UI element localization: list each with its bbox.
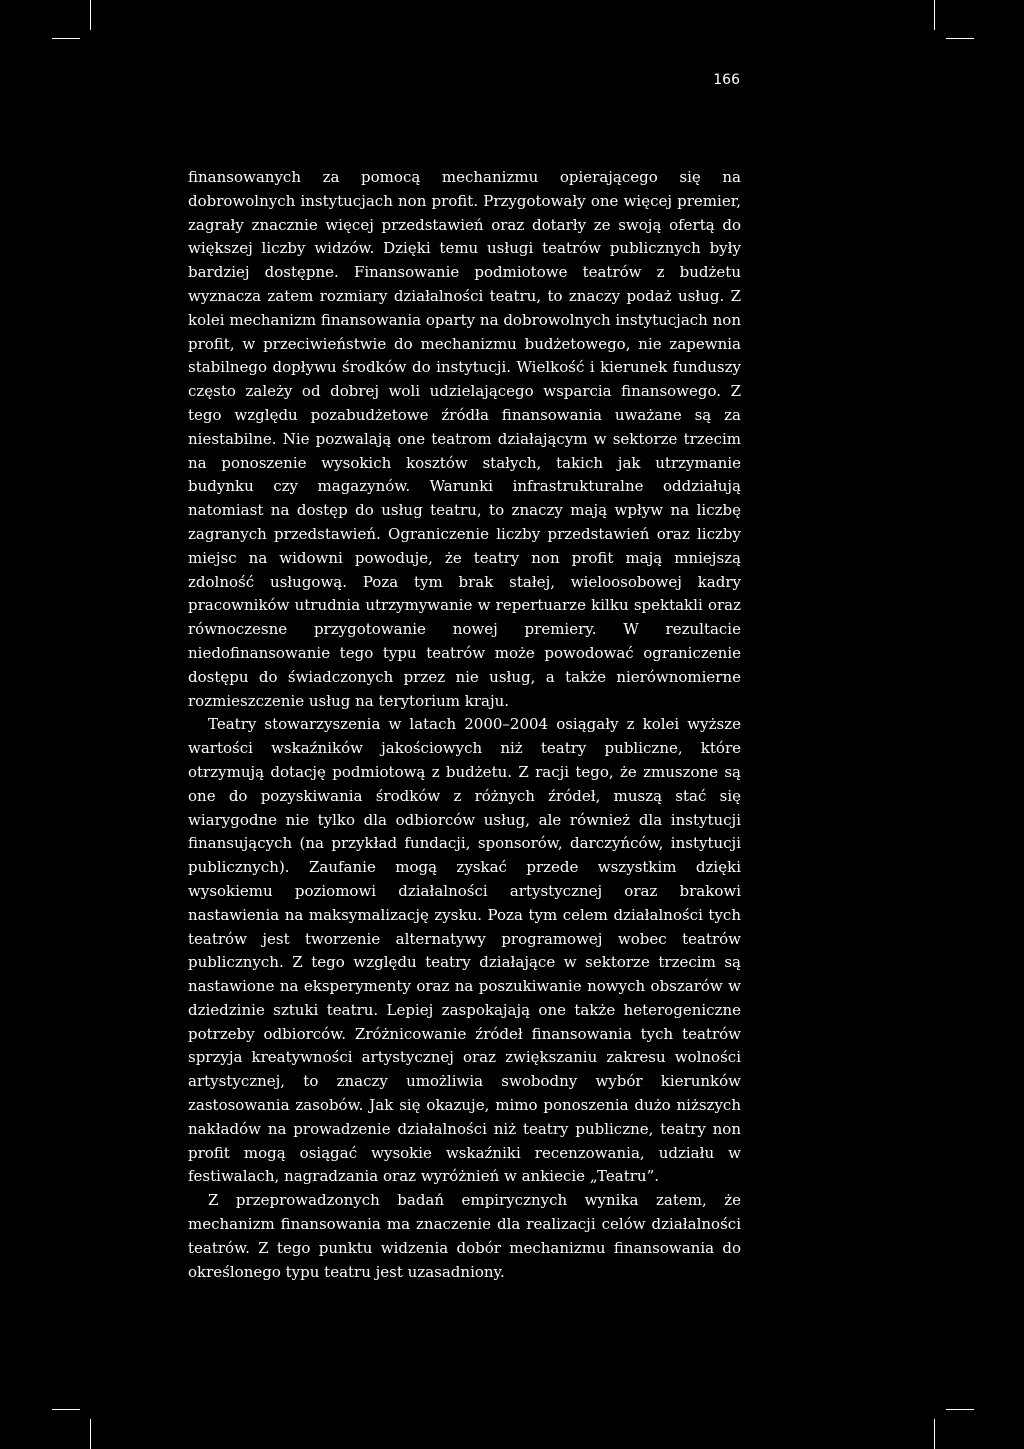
paragraph-3: Z przeprowadzonych badań empirycznych wynika zatem, że mechanizm finansowania ma znaczenie dla realizacji celów działalności teatrów. Z tego punktu widzenia dobór mechanizmu finansowania do określonego typu teatru jest uzasadniony. bbox=[188, 1191, 741, 1281]
crop-mark-bottom-left-vertical bbox=[90, 1419, 91, 1449]
paragraph-1: finansowanych za pomocą mechanizmu opierającego się na dobrowolnych instytucjach non profit. Przygotowały one więcej premier, zagrały znacznie więcej przedstawień oraz dotarły ze swoją ofertą do większej liczby widzów. Dzięki temu usługi teatrów publicznych były bardziej dostępne. Finansowanie podmiotowe teatrów z budżetu wyznacza zatem rozmiary działalności teatru, to znaczy podaż usług. Z kolei mechanizm finansowania oparty na dobrowolnych instytucjach non profit, w przeciwieństwie do mechanizmu budżetowego, nie zapewnia stabilnego dopływu środków do instytucji. Wielkość i kierunek funduszy często zależy od dobrej woli udzielającego wsparcia finansowego. Z tego względu pozabudżetowe źródła finansowania uważane są za niestabilne. Nie pozwalają one teatrom działającym w sektorze trzecim na ponoszenie wysokich kosztów stałych, takich jak utrzymanie budynku czy magazynów. Warunki infrastrukturalne oddziałują natomiast na dostęp do usług teatru, to znaczy mają wpływ na liczbę zagranych przedstawień. Ograniczenie liczby przedstawień oraz liczby miejsc na widowni powoduje, że teatry non profit mają mniejszą zdolność usługową. Poza tym brak stałej, wieloosobowej kadry pracowników utrudnia utrzymywanie w repertuarze kilku spektakli oraz równoczesne przygotowanie nowej premiery. W rezultacie niedofinansowanie tego typu teatrów może powodować ograniczenie dostępu do świadczonych przez nie usług, a także nierównomierne rozmieszczenie usług na terytorium kraju. bbox=[188, 168, 741, 710]
crop-mark-top-right-horizontal bbox=[946, 38, 974, 39]
crop-mark-bottom-right-horizontal bbox=[946, 1409, 974, 1410]
page-number: 166 bbox=[713, 72, 740, 88]
crop-mark-top-right-vertical bbox=[934, 0, 935, 30]
crop-mark-bottom-left-horizontal bbox=[52, 1409, 80, 1410]
crop-mark-top-left-horizontal bbox=[52, 38, 80, 39]
crop-mark-bottom-right-vertical bbox=[934, 1419, 935, 1449]
paragraph-2: Teatry stowarzyszenia w latach 2000–2004 osiągały z kolei wyższe wartości wskaźników jakościowych niż teatry publiczne, które otrzymują dotację podmiotową z budżetu. Z racji tego, że zmuszone są one do pozyskiwania środków z różnych źródeł, muszą stać się wiarygodne nie tylko dla odbiorców usług, ale również dla instytucji finansujących (na przykład fundacji, sponsorów, darczyńców, instytucji publicznych). Zaufanie mogą zyskać przede wszystkim dzięki wysokiemu poziomowi działalności artystycznej oraz brakowi nastawienia na maksymalizację zysku. Poza tym celem działalności tych teatrów jest tworzenie alternatywy programowej wobec teatrów publicznych. Z tego względu teatry działające w sektorze trzecim są nastawione na eksperymenty oraz na poszukiwanie nowych obszarów w dziedzinie sztuki teatru. Lepiej zaspokajają one także heterogeniczne potrzeby odbiorców. Zróżnicowanie źródeł finansowania tych teatrów sprzyja kreatywności artystycznej oraz zwiększaniu zakresu wolności artystycznej, to znaczy umożliwia swobodny wybór kierunków zastosowania zasobów. Jak się okazuje, mimo ponoszenia dużo niższych nakładów na prowadzenie działalności niż teatry publiczne, teatry non profit mogą osiągać wysokie wskaźniki recenzowania, udziału w festiwalach, nagradzania oraz wyróżnień w ankiecie „Teatru”. bbox=[188, 715, 741, 1186]
crop-mark-top-left-vertical bbox=[90, 0, 91, 30]
body-text bbox=[188, 166, 741, 1284]
